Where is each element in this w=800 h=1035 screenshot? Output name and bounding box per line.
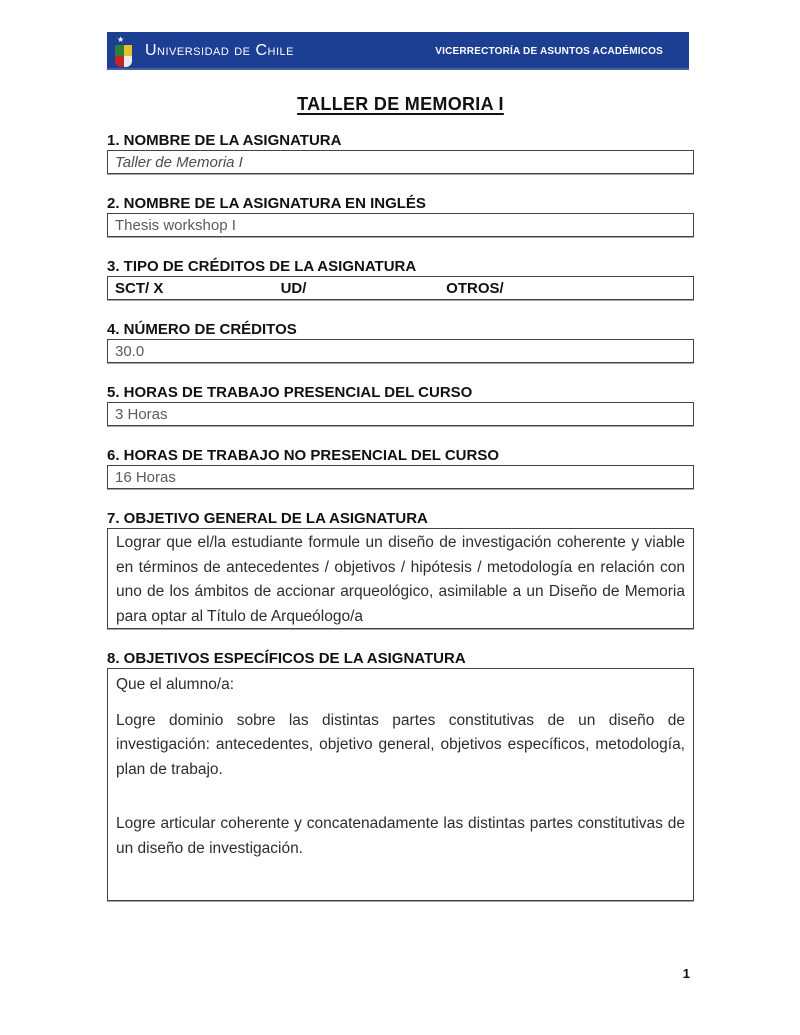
section-heading-8: 8. OBJETIVOS ESPECÍFICOS DE LA ASIGNATURA [107,650,466,667]
general-objective-text: Lograr que el/la estudiante formule un diseño de investigación coherente y viable en términos de antecedentes / objetivos / hipótesis / metodología en relación con uno de los ámbitos de accionar arqueológico, asimilable a un Diseño de Memoria para optar al Título de Arqueólogo/a [116,534,685,625]
university-crest-icon [115,35,137,67]
field-non-presential-hours: 16 Horas [107,465,694,489]
section-heading-1: 1. NOMBRE DE LA ASIGNATURA [107,132,342,149]
credit-type-sct: SCT/ X [115,280,164,297]
field-credit-number: 30.0 [107,339,694,363]
specific-objective-1: Logre dominio sobre las distintas partes constitutivas de un diseño de investigación: antecedentes, objetivo general, objetivos específicos, metodología, plan de trabajo. [116,711,685,778]
field-course-name-english: Thesis workshop I [107,213,694,237]
credit-type-ud: UD/ [280,280,307,297]
specific-objective-2: Logre articular coherente y concatenadamente las distintas partes constitutivas de un diseño de investigación. [116,815,685,857]
document-content [107,70,694,901]
section-heading-3: 3. TIPO DE CRÉDITOS DE LA ASIGNATURA [107,258,417,275]
shield-icon [115,45,132,67]
section-heading-5: 5. HORAS DE TRABAJO PRESENCIAL DEL CURSO [107,384,473,401]
specific-objectives-intro: Que el alumno/a: [116,676,235,693]
section-heading-4: 4. NÚMERO DE CRÉDITOS [107,321,297,338]
university-brand [115,35,294,67]
field-credit-type [107,276,694,300]
star-icon: ★ [117,34,125,44]
page-title: TALLER DE MEMORIA I [297,94,504,114]
department-name: VICERRECTORÍA DE ASUNTOS ACADÉMICOS [435,45,663,57]
field-general-objective [107,528,694,629]
page-number: 1 [682,966,690,981]
field-presential-hours: 3 Horas [107,402,694,426]
section-heading-2: 2. NOMBRE DE LA ASIGNATURA EN INGLÉS [107,195,426,212]
header-banner [107,32,689,70]
field-specific-objectives [107,668,694,901]
university-name: Universidad de Chile [145,42,294,59]
field-course-name: Taller de Memoria I [107,150,694,174]
section-heading-6: 6. HORAS DE TRABAJO NO PRESENCIAL DEL CURSO [107,447,499,464]
section-heading-7: 7. OBJETIVO GENERAL DE LA ASIGNATURA [107,510,428,527]
credit-type-otros: OTROS/ [446,280,504,297]
